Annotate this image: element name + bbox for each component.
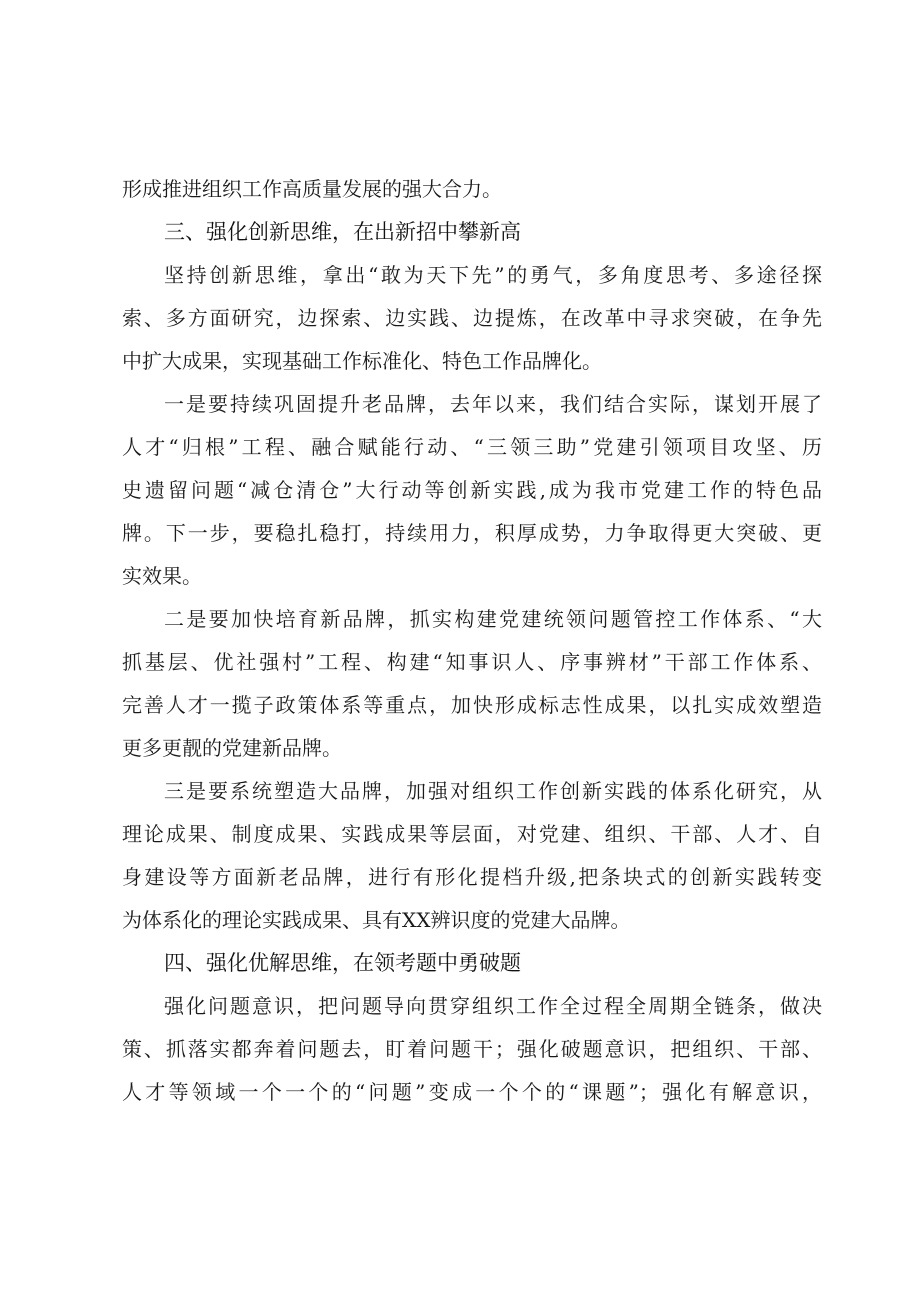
paragraph-line: 索、多方面研究，边探索、边实践、边提炼，在改革中寻求突破，在争先	[122, 306, 822, 330]
paragraph-line: 策、抓落实都奔着问题去，盯着问题干；强化破题意识，把组织、干部、	[122, 1037, 822, 1061]
paragraph-line: 中扩大成果，实现基础工作标准化、特色工作品牌化。	[122, 349, 602, 373]
paragraph-line: 身建设等方面新老品牌，进行有形化提档升级,把条块式的创新实践转变	[122, 865, 822, 889]
section-3-heading: 三、强化创新思维，在出新招中攀新高	[164, 220, 521, 244]
paragraph-line: 人才“归根”工程、融合赋能行动、“三领三助”党建引领项目攻坚、历	[122, 435, 822, 459]
paragraph-line: 完善人才一揽子政策体系等重点，加快形成标志性成果，以扎实成效塑造	[122, 693, 822, 717]
section-3-paragraph-4	[122, 770, 822, 942]
paragraph-line: 更多更靓的党建新品牌。	[122, 736, 342, 760]
section-3-paragraph-2	[122, 383, 822, 598]
paragraph-line: 为体系化的理论实践成果、具有XX辨识度的党建大品牌。	[122, 908, 631, 932]
section-3-paragraph-1	[122, 254, 822, 383]
paragraph-line: 强化问题意识，把问题导向贯穿组织工作全过程全周期全链条，做决	[164, 994, 822, 1018]
section-4-heading: 四、强化优解思维，在领考题中勇破题	[164, 951, 521, 975]
paragraph-line: 三是要系统塑造大品牌，加强对组织工作创新实践的体系化研究，从	[164, 779, 822, 803]
paragraph-line: 牌。下一步，要稳扎稳打，持续用力，积厚成势，力争取得更大突破、更	[122, 521, 822, 545]
intro-line: 形成推进组织工作高质量发展的强大合力。	[122, 177, 502, 201]
paragraph-line: 一是要持续巩固提升老品牌，去年以来，我们结合实际，谋划开展了	[164, 392, 822, 416]
paragraph-line: 史遗留问题“减仓清仓”大行动等创新实践,成为我市党建工作的特色品	[122, 478, 822, 502]
paragraph-line: 二是要加快培育新品牌，抓实构建党建统领问题管控工作体系、“大	[164, 607, 822, 631]
paragraph-line: 抓基层、优社强村”工程、构建“知事识人、序事辨材”干部工作体系、	[122, 650, 822, 674]
section-3-paragraph-3	[122, 598, 822, 770]
paragraph-line: 理论成果、制度成果、实践成果等层面，对党建、组织、干部、人才、自	[122, 822, 822, 846]
paragraph-line: 人才等领域一个一个的“问题”变成一个个的“课题”；强化有解意识，	[122, 1080, 822, 1104]
section-4-paragraph-1	[122, 985, 822, 1114]
paragraph-line: 坚持创新思维，拿出“敢为天下先”的勇气，多角度思考、多途径探	[164, 263, 822, 287]
document-page	[122, 168, 822, 1114]
paragraph-line: 实效果。	[122, 564, 202, 588]
